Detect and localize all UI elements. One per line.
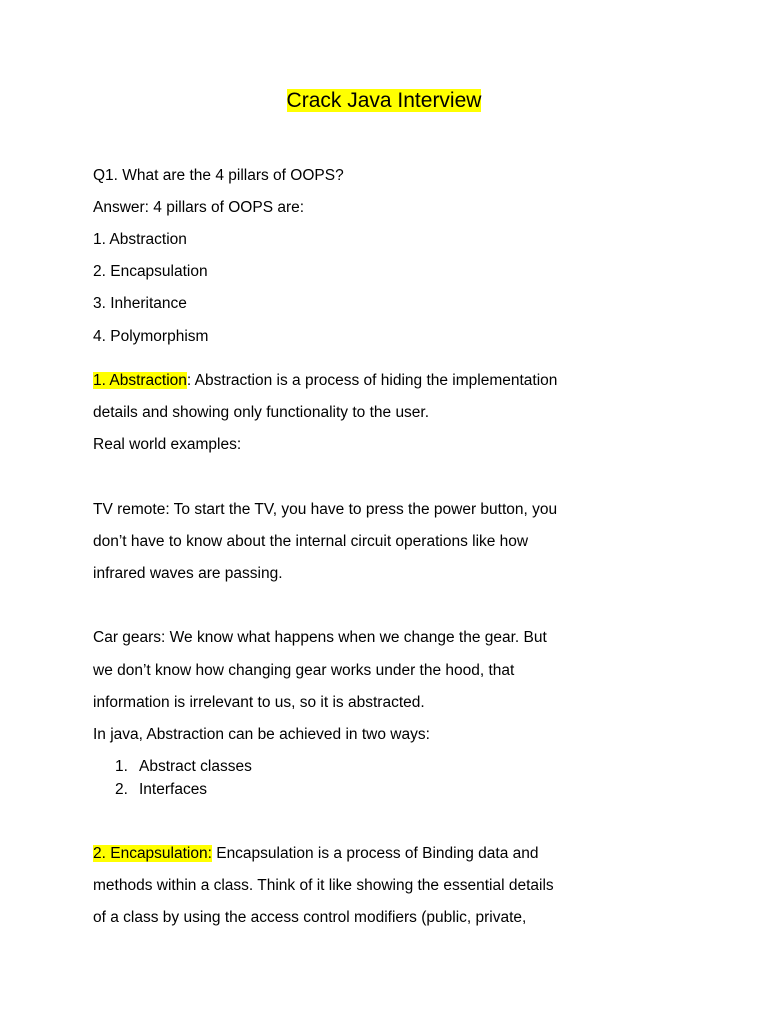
encapsulation-definition-line: methods within a class. Think of it like showing the essential details (93, 877, 554, 894)
pillar-item: 4. Polymorphism (93, 328, 209, 345)
car-example-line: information is irrelevant to us, so it is abstracted. (93, 694, 425, 711)
document-title (0, 88, 768, 114)
abstraction-definition-line: details and showing only functionality to the user. (93, 404, 430, 421)
pillar-item: 3. Inheritance (93, 295, 187, 312)
answer-intro: Answer: 4 pillars of OOPS are: (93, 199, 305, 216)
encapsulation-definition-text: Encapsulation is a process of Binding data and (211, 845, 539, 862)
pillar-item: 1. Abstraction (93, 231, 187, 248)
document-title-text: Crack Java Interview (286, 89, 482, 112)
abstraction-heading: 1. Abstraction (93, 372, 187, 389)
car-example-line: Car gears: We know what happens when we change the gear. But (93, 629, 547, 646)
list-item (115, 757, 252, 777)
tv-example-line: don’t have to know about the internal circuit operations like how (93, 533, 529, 550)
list-item-text: Abstract classes (139, 758, 252, 775)
tv-example-line: TV remote: To start the TV, you have to press the power button, you (93, 501, 558, 518)
encapsulation-definition-line: of a class by using the access control modifiers (public, private, (93, 909, 527, 926)
question-text: Q1. What are the 4 pillars of OOPS? (93, 167, 344, 184)
list-item-number: 2. (115, 781, 128, 798)
abstraction-definition-text: : Abstraction is a process of hiding the implementation (186, 372, 558, 389)
car-example-line: we don’t know how changing gear works under the hood, that (93, 662, 515, 679)
encapsulation-definition-line (93, 844, 539, 864)
list-item-number: 1. (115, 758, 128, 775)
encapsulation-heading: 2. Encapsulation: (93, 845, 212, 862)
tv-example-line: infrared waves are passing. (93, 565, 283, 582)
java-abstraction-intro: In java, Abstraction can be achieved in two ways: (93, 726, 430, 743)
abstraction-definition-line (93, 371, 557, 391)
pillar-item: 2. Encapsulation (93, 263, 208, 280)
examples-label: Real world examples: (93, 436, 242, 453)
list-item-text: Interfaces (139, 781, 208, 798)
list-item (115, 780, 207, 800)
